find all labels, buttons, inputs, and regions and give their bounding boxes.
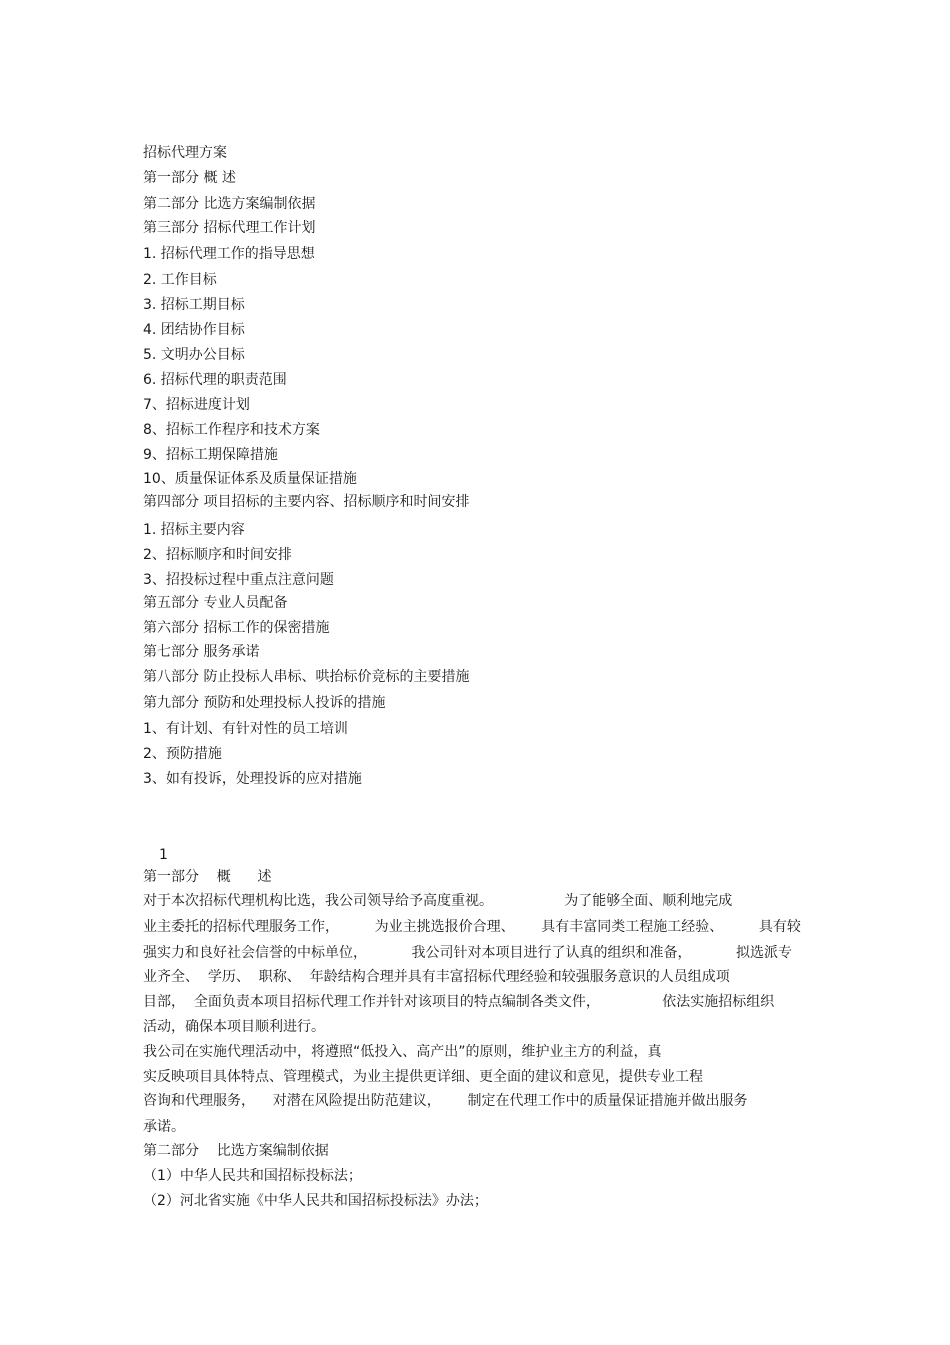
toc-part-4: 第四部分 项目招标的主要内容、招标顺序和时间安排: [143, 494, 470, 510]
toc-title: 招标代理方案: [143, 145, 227, 161]
paragraph-line: 业主委托的招标代理服务工作， 为业主挑选报价合理、 具有丰富同类工程施工经验、 具有较: [143, 919, 801, 935]
toc-item: 2. 工作目标: [143, 272, 217, 288]
toc-item: 1. 招标代理工作的指导思想: [143, 246, 315, 262]
paragraph-line: 对于本次招标代理机构比选，我公司领导给予高度重视。 为了能够全面、顺利地完成: [143, 893, 733, 909]
toc-part-7: 第七部分 服务承诺: [143, 644, 260, 660]
paragraph-line: 业齐全、 学历、 职称、 年龄结构合理并具有丰富招标代理经验和较强服务意识的人员组成项: [143, 969, 730, 985]
toc-item: 3、招投标过程中重点注意问题: [143, 572, 334, 588]
section-heading: 第二部分 比选方案编制依据: [143, 1143, 329, 1159]
toc-item: 3. 招标工期目标: [143, 297, 245, 313]
toc-part-2: 第二部分 比选方案编制依据: [143, 196, 316, 212]
paragraph-line: 实反映项目具体特点、管理模式，为业主提供更详细、更全面的建议和意见，提供专业工程: [143, 1069, 703, 1085]
toc-item: 10、质量保证体系及质量保证措施: [143, 471, 357, 487]
list-item: （2）河北省实施《中华人民共和国招标投标法》办法；: [143, 1193, 488, 1209]
paragraph-line: 目部， 全面负责本项目招标代理工作并针对该项目的特点编制各类文件， 依法实施招标组织: [143, 994, 775, 1010]
toc-item: 9、招标工期保障措施: [143, 447, 278, 463]
toc-item: 2、招标顺序和时间安排: [143, 547, 292, 563]
toc-part-6: 第六部分 招标工作的保密措施: [143, 620, 330, 636]
paragraph-line: 强实力和良好社会信誉的中标单位， 我公司针对本项目进行了认真的组织和准备， 拟选派专: [143, 945, 793, 961]
toc-item: 1. 招标主要内容: [143, 522, 245, 538]
paragraph-line: 我公司在实施代理活动中，将遵照“低投入、高产出”的原则，维护业主方的利益，真: [143, 1044, 662, 1060]
page-number: 1: [159, 847, 168, 863]
toc-part-3: 第三部分 招标代理工作计划: [143, 220, 316, 236]
toc-part-1: 第一部分 概 述: [143, 170, 236, 186]
toc-part-8: 第八部分 防止投标人串标、哄抬标价竞标的主要措施: [143, 669, 470, 685]
section-heading: 第一部分 概 述: [143, 869, 272, 885]
toc-part-9: 第九部分 预防和处理投标人投诉的措施: [143, 695, 386, 711]
toc-item: 8、招标工作程序和技术方案: [143, 422, 320, 438]
toc-item: 3、如有投诉，处理投诉的应对措施: [143, 771, 362, 787]
paragraph-line: 咨询和代理服务， 对潜在风险提出防范建议， 制定在代理工作中的质量保证措施并做出服务: [143, 1093, 748, 1109]
toc-item: 6. 招标代理的职责范围: [143, 372, 287, 388]
toc-item: 7、招标进度计划: [143, 397, 250, 413]
toc-item: 5. 文明办公目标: [143, 347, 245, 363]
paragraph-line: 承诺。: [143, 1119, 185, 1135]
toc-item: 2、预防措施: [143, 746, 222, 762]
list-item: （1）中华人民共和国招标投标法；: [143, 1168, 362, 1184]
toc-item: 4. 团结协作目标: [143, 322, 245, 338]
toc-item: 1、有计划、有针对性的员工培训: [143, 721, 348, 737]
toc-part-5: 第五部分 专业人员配备: [143, 595, 288, 611]
paragraph-line: 活动，确保本项目顺利进行。: [143, 1019, 325, 1035]
